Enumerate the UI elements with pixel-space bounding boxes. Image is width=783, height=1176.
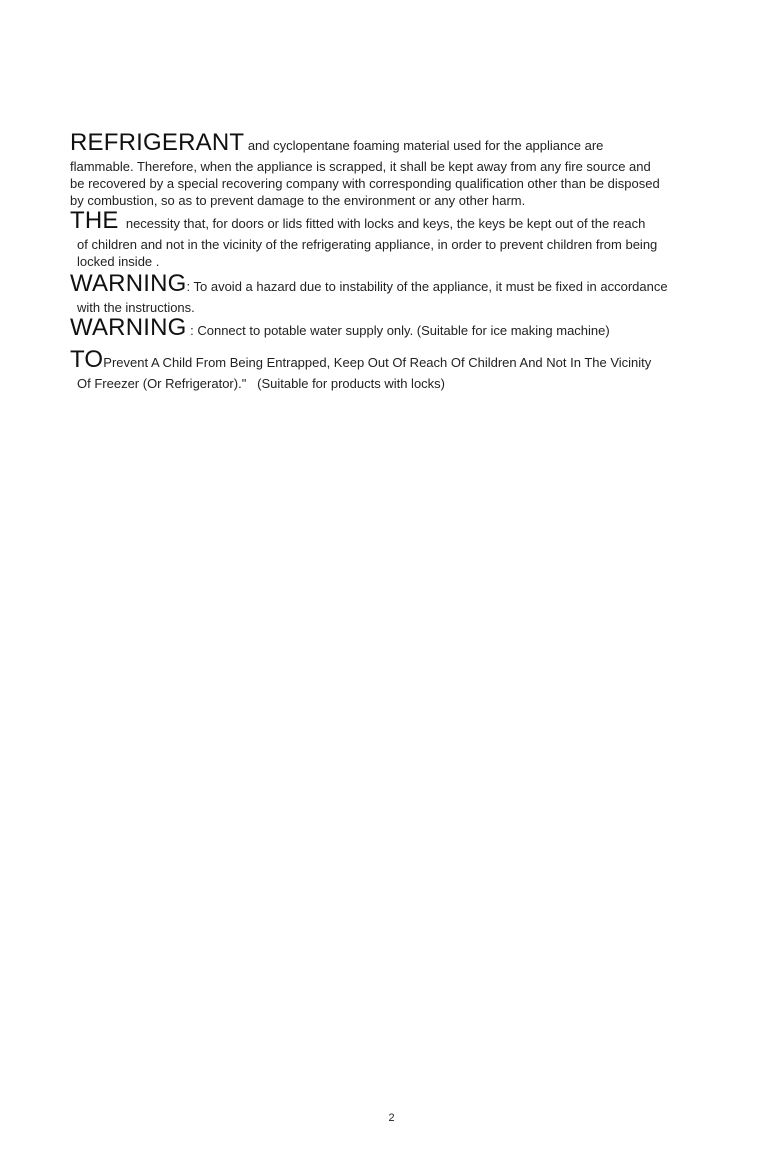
paragraph-line: by combustion, so as to prevent damage to the environment or any other harm. — [70, 193, 526, 208]
paragraph-line: be recovered by a special recovering company with corresponding qualification other than be disposed — [70, 176, 660, 191]
refrigerant-warning-paragraph — [70, 131, 710, 209]
paragraph-lead-word: THE — [70, 207, 119, 234]
paragraph-line: Of Freezer (Or Refrigerator)." (Suitable for products with locks) — [77, 376, 445, 391]
paragraph-lead-word: WARNING — [70, 314, 187, 341]
paragraph-line: Prevent A Child From Being Entrapped, Keep Out Of Reach Of Children And Not In The Vicinity — [103, 355, 652, 370]
child-entrapment-paragraph — [70, 348, 710, 392]
paragraph-first-line — [70, 348, 710, 375]
paragraph-first-line — [70, 209, 710, 236]
page-number: 2 — [388, 1112, 395, 1124]
paragraph-line: flammable. Therefore, when the appliance is scrapped, it shall be kept away from any fire source and — [70, 159, 651, 174]
paragraph-line: locked inside . — [77, 254, 160, 269]
paragraph-line: : Connect to potable water supply only. (Suitable for ice making machine) — [186, 323, 610, 338]
stability-warning-paragraph — [70, 272, 710, 316]
paragraph-line: with the instructions. — [77, 300, 195, 315]
paragraph-lead-word: TO — [70, 346, 104, 373]
paragraph-lead-word: REFRIGERANT — [70, 129, 245, 156]
paragraph-line: and cyclopentane foaming material used for the appliance are — [244, 138, 604, 153]
paragraph-first-line — [70, 316, 710, 343]
paragraph-first-line — [70, 272, 710, 299]
paragraph-first-line — [70, 131, 710, 158]
paragraph-line: necessity that, for doors or lids fitted with locks and keys, the keys be kept out of the reach — [118, 216, 646, 231]
water-supply-warning-paragraph — [70, 316, 710, 343]
paragraph-line: of children and not in the vicinity of the refrigerating appliance, in order to prevent children from being — [77, 237, 658, 252]
keys-warning-paragraph — [70, 209, 710, 270]
paragraph-lead-word: WARNING — [70, 270, 187, 297]
paragraph-line: : To avoid a hazard due to instability of the appliance, it must be fixed in accordance — [186, 279, 668, 294]
